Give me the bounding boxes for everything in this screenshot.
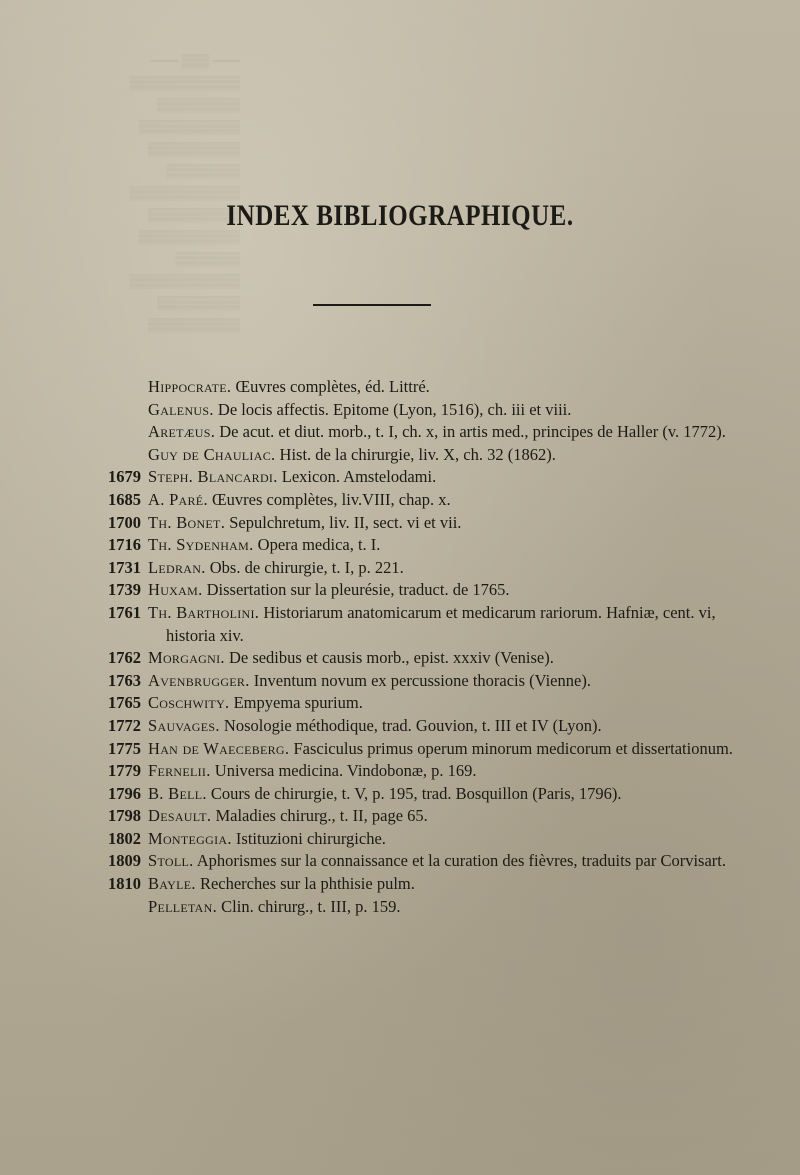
entry-text: Maladies chirurg., t. II, page 65. [215,806,428,826]
entry-text: De sedibus et causis morb., epist. xxxiv (Venise). [228,648,554,668]
entry-author: Th. Bartholini. [148,602,260,622]
bibliography-entry [108,647,748,670]
entry-text: De acut. et diut. morb., t. I, ch. x, in artis med., principes de Haller (v. 1772). [219,422,726,442]
bibliography-entry [108,399,748,422]
entry-author: Pelletan. [148,896,218,916]
entry-text: Historiarum anatomicarum et medicarum rariorum. Hafniæ, cent. vi, historia xiv. [166,602,716,645]
bibliography-entry [108,896,748,919]
entry-year: 1762 [108,648,141,668]
page-title: INDEX BIBLIOGRAPHIQUE. [226,200,574,232]
entry-text: Nosologie méthodique, trad. Gouvion, t. III et IV (Lyon). [223,715,602,735]
entry-text: Opera medica, t. I. [257,535,381,555]
entry-author: Sauvages. [148,715,220,735]
entry-author: Huxam. [148,580,203,600]
entry-author: Desault. [148,806,212,826]
entry-text: Fasciculus primus operum minorum medicorum et dissertationum. [293,738,733,758]
entry-author: Monteggia. [148,828,232,848]
entry-text: Lexicon. Amstelodami. [281,467,437,487]
entry-author: Aretæus. [148,422,216,442]
bibliography-entry [108,873,748,896]
entry-year: 1700 [108,512,141,532]
bibliography-entry [108,828,748,851]
entry-text: Clin. chirurg., t. III, p. 159. [221,896,401,916]
bibliography-entry [108,557,748,580]
entry-year: 1716 [108,535,141,555]
entry-author: Avenbrugger. [148,670,250,690]
bibliography-entry [108,602,748,647]
entry-text: Universa medicina. Vindobonæ, p. 169. [214,761,477,781]
entry-author: B. Bell. [148,783,207,803]
entry-text: De locis affectis. Epitome (Lyon, 1516), ch. iii et viii. [217,399,572,419]
entry-text: Sepulchretum, liv. II, sect. vi et vii. [229,512,462,532]
bibliography-list [108,376,748,918]
bibliography-entry [108,534,748,557]
bibliography-entry [108,670,748,693]
bibliography-entry [108,512,748,535]
bibliography-entry [108,692,748,715]
entry-author: Han de Waeceberg. [148,738,290,758]
entry-text: Œuvres complètes, éd. Littré. [235,377,430,396]
entry-text: Recherches sur la phthisie pulm. [199,874,415,894]
entry-author: Morgagni. [148,648,225,668]
bibliography-entry [108,760,748,783]
bibliography-entry [108,466,748,489]
bibliography-entry [108,376,748,399]
entry-text: Inventum novum ex percussione thoracis (Vienne). [253,670,591,690]
title-rule [313,304,431,306]
entry-author: Stoll. [148,851,194,871]
entry-text: Œuvres complètes, liv.VIII, chap. x. [212,489,451,509]
entry-year: 1809 [108,851,141,871]
bibliography-entry [108,444,748,467]
entry-year: 1765 [108,693,141,713]
bibliography-entry [108,783,748,806]
entry-year: 1775 [108,738,141,758]
entry-year: 1679 [108,467,141,487]
entry-text: Dissertation sur la pleurésie, traduct. de 1765. [206,580,510,600]
entry-text: Cours de chirurgie, t. V, p. 195, trad. Bosquillon (Paris, 1796). [210,783,622,803]
entry-author: A. Paré. [148,489,208,509]
entry-text: Hist. de la chirurgie, liv. X, ch. 32 (1862). [279,444,556,464]
entry-author: Th. Bonet. [148,512,226,532]
entry-text: Obs. de chirurgie, t. I, p. 221. [209,557,404,577]
entry-text: Empyema spurium. [233,693,363,713]
entry-author: Guy de Chauliac. [148,444,276,464]
entry-year: 1772 [108,715,141,735]
entry-author: Galenus. [148,399,214,419]
bibliography-entry [108,421,748,444]
entry-author: Hippocrate. [148,377,232,396]
entry-author: Ledran. [148,557,206,577]
entry-year: 1739 [108,580,141,600]
entry-author: Fernelii. [148,761,211,781]
entry-year: 1798 [108,806,141,826]
entry-year: 1779 [108,761,141,781]
entry-year: 1685 [108,489,141,509]
entry-year: 1761 [108,602,141,622]
entry-year: 1810 [108,874,141,894]
bleed-through-shadow: ─── ▒▒▒ ─── ▒▒▒▒▒▒▒▒▒▒▒▒ ▒▒▒▒▒▒▒▒▒ ▒▒▒▒▒▒▒▒▒▒▒ ▒▒▒▒▒▒▒▒▒▒ ▒▒▒▒▒▒▒▒ ▒▒▒▒▒▒▒▒▒▒▒▒ ▒▒▒▒▒▒▒▒▒▒ ▒▒▒▒▒▒▒▒▒▒▒ ▒▒▒▒▒▒▒ ▒▒▒▒▒▒▒▒▒▒▒▒ ▒▒▒▒▒▒▒▒▒ ▒▒▒▒▒▒▒▒▒▒ [129,53,240,332]
entry-author: Bayle. [148,874,196,894]
entry-author: Coschwity. [148,693,230,713]
bibliography-entry [108,738,748,761]
entry-text: Aphorismes sur la connaissance et la curation des fièvres, traduits par Corvisart. [196,851,726,871]
entry-year: 1796 [108,783,141,803]
bibliography-entry [108,579,748,602]
entry-author: Th. Sydenham. [148,535,254,555]
bibliography-entry [108,715,748,738]
entry-author: Steph. Blancardi. [148,467,278,487]
bibliography-entry [108,489,748,512]
entry-year: 1802 [108,828,141,848]
entry-year: 1763 [108,670,141,690]
bibliography-entry [108,850,748,873]
bibliography-entry [108,805,748,828]
entry-year: 1731 [108,557,141,577]
entry-text: Istituzioni chirurgiche. [235,828,386,848]
